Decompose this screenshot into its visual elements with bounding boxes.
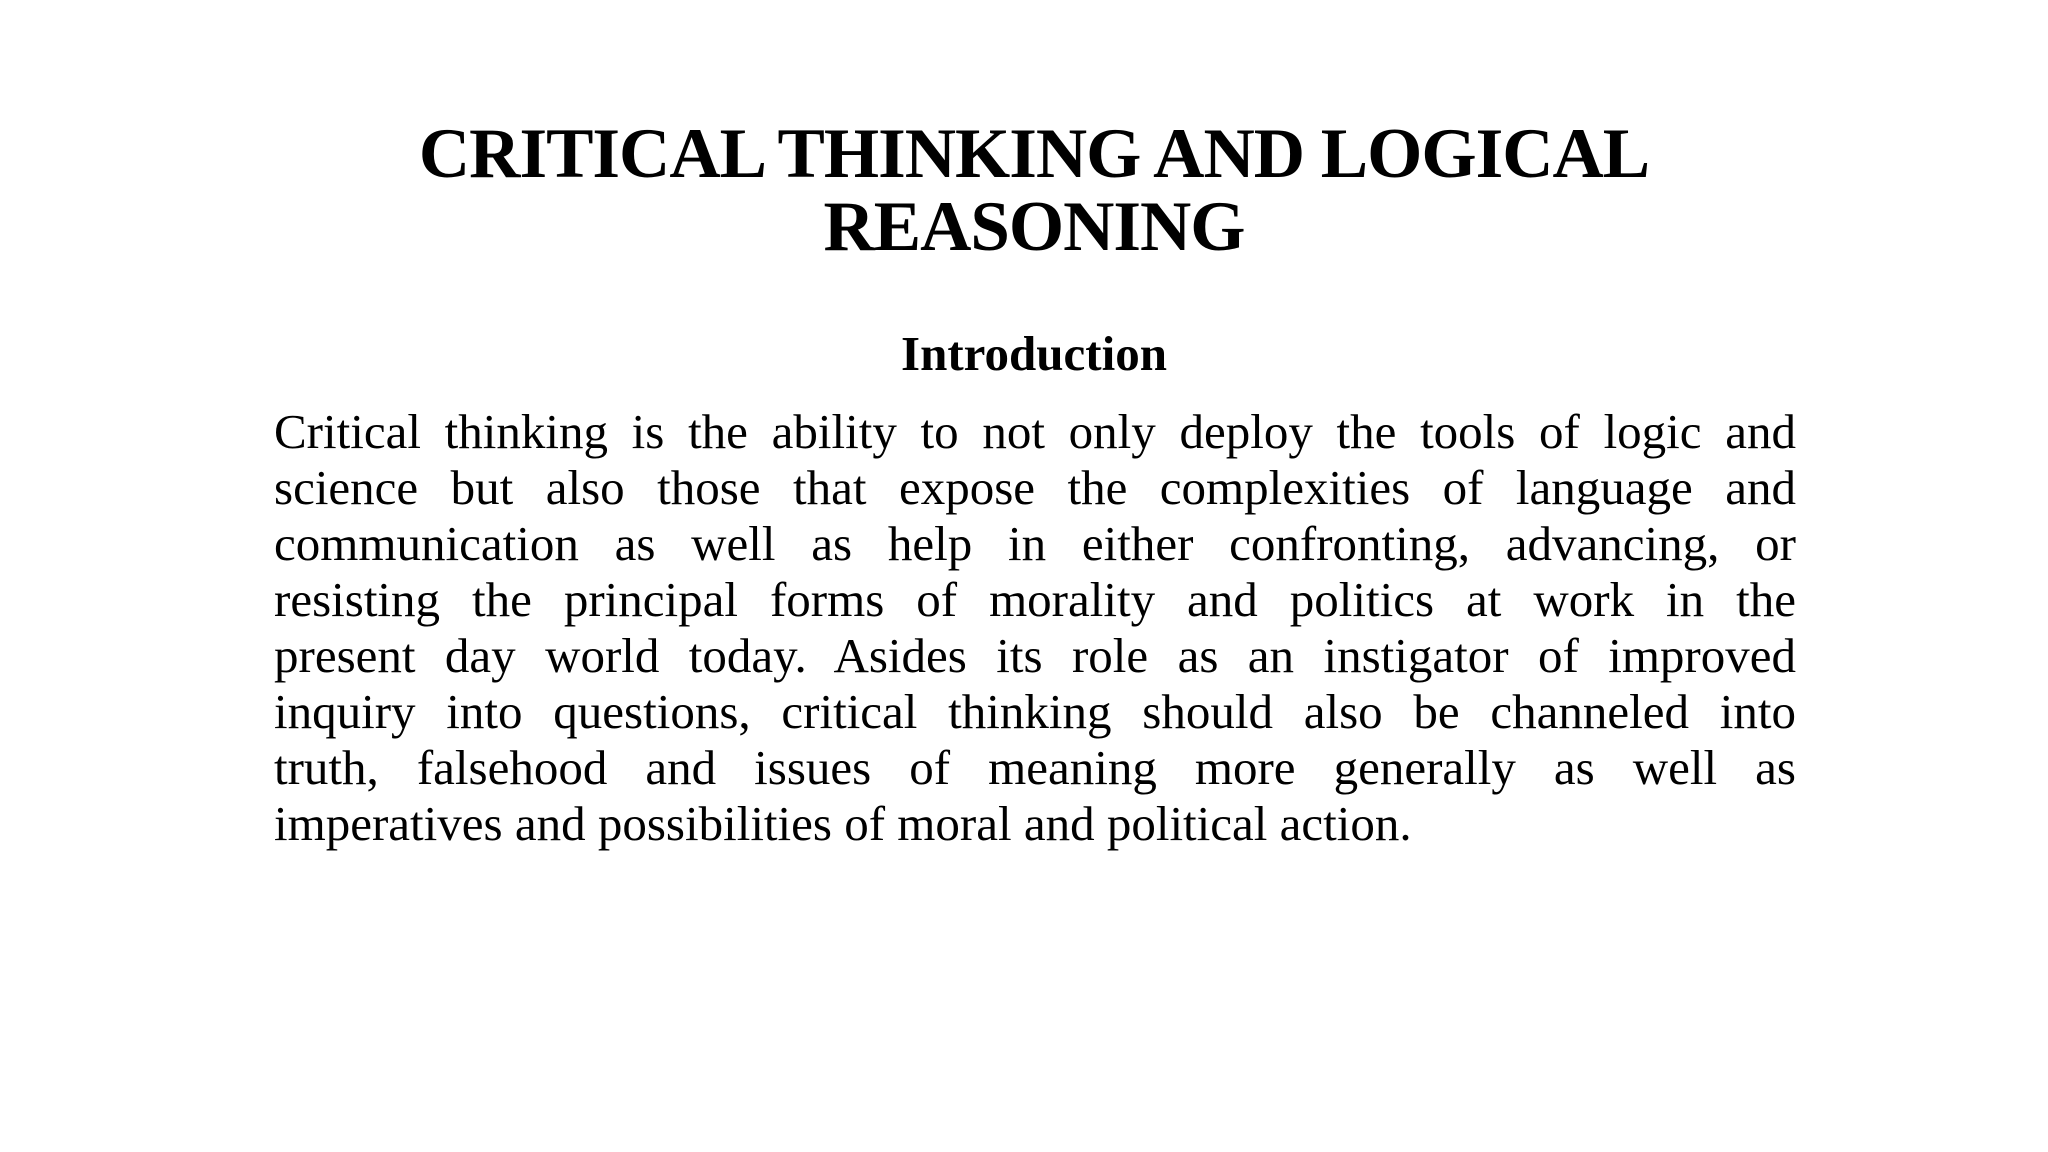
paragraph-line: truth, falsehood and issues of meaning more generally as well as xyxy=(274,740,1796,795)
paragraph-line: resisting the principal forms of morality and politics at work in the xyxy=(274,572,1796,627)
section-heading: Introduction xyxy=(901,326,1167,381)
paragraph-line: communication as well as help in either confronting, advancing, or xyxy=(274,516,1796,571)
paragraph-line: Critical thinking is the ability to not only deploy the tools of logic and xyxy=(274,404,1796,459)
paragraph-line: imperatives and possibilities of moral and political action. xyxy=(274,796,1412,851)
paragraph-line: inquiry into questions, critical thinking should also be channeled into xyxy=(274,684,1796,739)
slide-title-line-1: CRITICAL THINKING AND LOGICAL xyxy=(418,115,1650,193)
body-paragraph xyxy=(274,404,1796,852)
paragraph-line: present day world today. Asides its role as an instigator of improved xyxy=(274,628,1796,683)
slide-title xyxy=(274,115,1794,266)
slide-title-line-2: REASONING xyxy=(823,188,1245,266)
paragraph-line: science but also those that expose the complexities of language and xyxy=(274,460,1796,515)
